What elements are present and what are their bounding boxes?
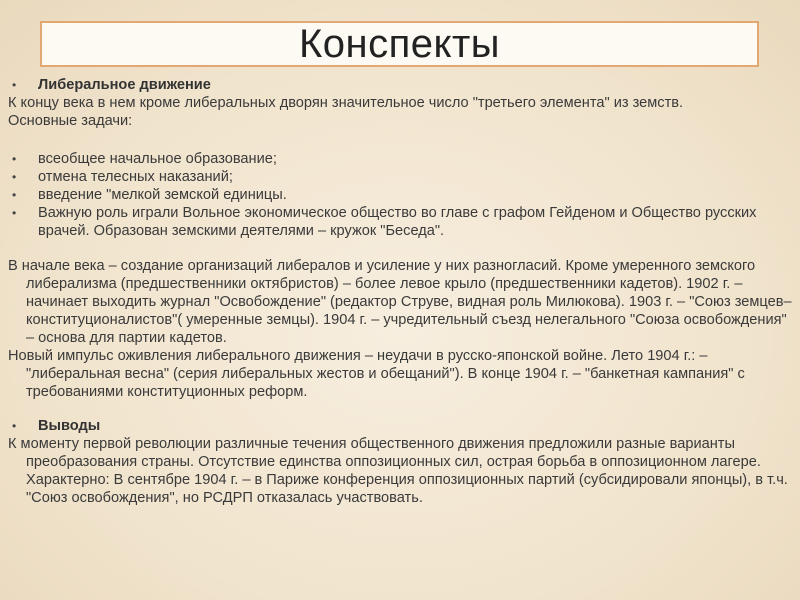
intro-line-1: К концу века в нем кроме либеральных дворян значительное число "третьего элемента" из земств. (8, 95, 684, 111)
bullet-icon: • (12, 206, 17, 220)
title-box (40, 21, 759, 67)
intro-line-2: Основные задачи: (8, 113, 133, 129)
bullet-icon: • (12, 152, 17, 166)
task-item: • всеобщее начальное образование; (12, 151, 277, 167)
heading-liberal-movement: • Либеральное движение (12, 77, 211, 93)
bullet-icon: • (12, 78, 17, 92)
bullet-icon: • (12, 170, 17, 184)
slide-content (8, 76, 792, 507)
task-item: • введение "мелкой земской единицы. (12, 187, 287, 203)
task-item: • Важную роль играли Вольное экономическое общество во главе с графом Гейденом и Общество русских врачей. Образован земскими деятелями – кружок "Беседа". (12, 205, 757, 239)
heading-conclusions: • Выводы (12, 418, 101, 434)
bullet-icon: • (12, 419, 17, 433)
paragraph-early-century: В начале века – создание организаций либералов и усиление у них разногласий. Кроме умеренного земского либерализма (предшественники октябристов) – более левое крыло (предшественники кадетов). 1902 г. – начинает выходить журнал "Освобождение" (редактор Струве, видная роль Милюкова). 1903 г. – "Союз земцев–конституционалистов"( умеренные земцы). 1904 г. – учредительный съезд нелегального "Союза освобождения" – основа для партии кадетов. (8, 258, 792, 346)
slide-title: Конспекты (298, 21, 501, 66)
paragraph-conclusion: К моменту первой революции различные течения общественного движения предложили разные варианты преобразования страны. Отсутствие единства оппозиционных сил, острая борьба в оппозиционном лагере. Характерно: В сентябре 1904 г. – в Париже конференция оппозиционных партий (субсидировали японцы), в т.ч. "Союз освобождения", но РСДРП отказалась участвовать. (8, 436, 788, 506)
paragraph-new-impulse: Новый импульс оживления либерального движения – неудачи в русско-японской войне. Лето 1904 г.: – "либеральная весна" (серия либеральных жестов и обещаний"). В конце 1904 г. – "банкетная кампания" с требованиями конституционных реформ. (8, 348, 745, 400)
bullet-icon: • (12, 188, 17, 202)
task-item: • отмена телесных наказаний; (12, 169, 233, 185)
